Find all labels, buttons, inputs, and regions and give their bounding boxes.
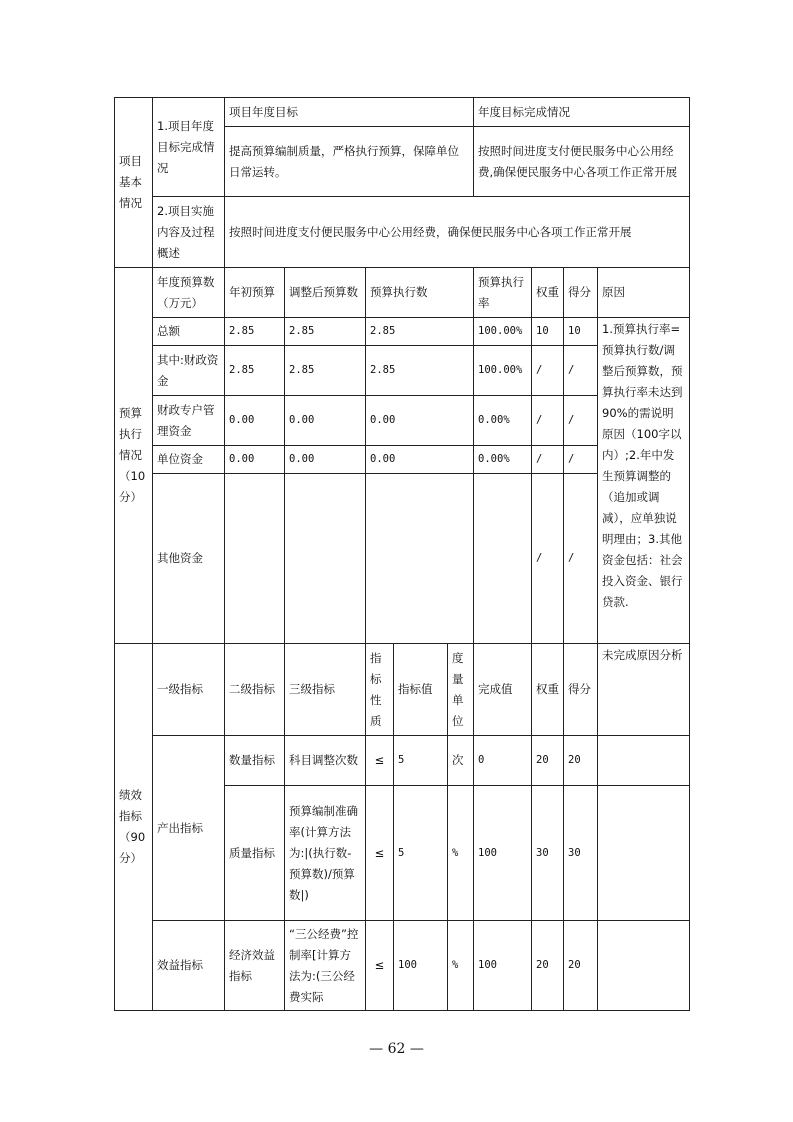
perf-cell: 20 <box>564 921 598 1011</box>
budget-header: 年初预算 <box>225 268 285 318</box>
budget-header: 年度预算数（万元） <box>153 268 225 318</box>
budget-cell: / <box>532 446 564 474</box>
perf-cell: 100 <box>474 786 532 921</box>
budget-reason: 1.预算执行率=预算执行数/调整后预算数，预算执行率未达到90%的需说明原因（100字以内）;2.年中发生预算调整的（追加或调减），应单独说明理由；3.其他资金包括：社会投入资金、银行贷款. <box>598 318 690 644</box>
perf-cell: 预算编制准确率(计算方法为:|(执行数-预算数)/预算数|) <box>285 786 366 921</box>
perf-cell: 5 <box>394 736 448 786</box>
budget-cell: 2.85 <box>366 346 474 396</box>
budget-cell: 0.00% <box>474 396 532 446</box>
perf-header: 完成值 <box>474 644 532 736</box>
budget-cell: 0.00 <box>225 396 285 446</box>
budget-cell: 总额 <box>153 318 225 346</box>
budget-cell: 2.85 <box>366 318 474 346</box>
budget-cell: 0.00 <box>225 446 285 474</box>
perf-header: 得分 <box>564 644 598 736</box>
basic-section-label: 项目基本情况 <box>115 98 153 268</box>
budget-cell: / <box>532 346 564 396</box>
content-text: 按照时间进度支付便民服务中心公用经费，确保便民服务中心各项工作正常开展 <box>225 197 690 268</box>
budget-cell <box>474 474 532 644</box>
perf-cell: 质量指标 <box>225 786 285 921</box>
completion-text: 按照时间进度支付便民服务中心公用经费,确保便民服务中心各项工作正常开展 <box>474 127 690 197</box>
performance-section-label: 绩效指标（90分） <box>115 644 153 1011</box>
budget-cell: 财政专户管理资金 <box>153 396 225 446</box>
perf-header: 权重 <box>532 644 564 736</box>
perf-header: 指标值 <box>394 644 448 736</box>
budget-cell: / <box>564 474 598 644</box>
perf-cell: 次 <box>448 736 474 786</box>
level1-output: 产出指标 <box>153 736 225 921</box>
budget-cell: / <box>564 396 598 446</box>
perf-cell: % <box>448 921 474 1011</box>
budget-cell: / <box>564 446 598 474</box>
completion-header: 年度目标完成情况 <box>474 98 690 127</box>
budget-cell: 10 <box>532 318 564 346</box>
perf-cell <box>598 786 690 921</box>
perf-cell <box>598 921 690 1011</box>
perf-cell: 经济效益指标 <box>225 921 285 1011</box>
perf-cell: 数量指标 <box>225 736 285 786</box>
perf-cell <box>598 736 690 786</box>
budget-cell: 2.85 <box>285 318 366 346</box>
budget-cell: 2.85 <box>225 318 285 346</box>
budget-header: 权重 <box>532 268 564 318</box>
budget-cell: 2.85 <box>285 346 366 396</box>
content-label: 2.项目实施内容及过程概述 <box>153 197 225 268</box>
budget-cell: 10 <box>564 318 598 346</box>
perf-header: 三级指标 <box>285 644 366 736</box>
budget-cell: / <box>532 474 564 644</box>
budget-cell: 100.00% <box>474 346 532 396</box>
perf-cell: 100 <box>394 921 448 1011</box>
perf-cell: 100 <box>474 921 532 1011</box>
budget-cell: 其他资金 <box>153 474 225 644</box>
perf-header: 指标性质 <box>366 644 394 736</box>
budget-cell: 0.00 <box>285 396 366 446</box>
perf-cell: 20 <box>532 736 564 786</box>
budget-cell: 100.00% <box>474 318 532 346</box>
budget-section-label: 预算执行情况（10分） <box>115 268 153 644</box>
level1-benefit: 效益指标 <box>153 921 225 1011</box>
perf-header: 二级指标 <box>225 644 285 736</box>
perf-header: 度量单位 <box>448 644 474 736</box>
perf-cell: 20 <box>532 921 564 1011</box>
budget-cell: / <box>564 346 598 396</box>
budget-cell <box>285 474 366 644</box>
budget-cell: 0.00% <box>474 446 532 474</box>
budget-cell <box>366 474 474 644</box>
budget-header: 预算执行率 <box>474 268 532 318</box>
goal-header: 项目年度目标 <box>225 98 474 127</box>
budget-cell: 其中:财政资金 <box>153 346 225 396</box>
budget-cell: / <box>532 396 564 446</box>
budget-cell: 0.00 <box>285 446 366 474</box>
perf-cell: ≤ <box>366 786 394 921</box>
perf-cell: “三公经费”控制率[计算方法为:(三公经费实际 <box>285 921 366 1011</box>
budget-header: 原因 <box>598 268 690 318</box>
budget-cell: 0.00 <box>366 446 474 474</box>
budget-cell: 0.00 <box>366 396 474 446</box>
perf-cell: 30 <box>532 786 564 921</box>
budget-cell <box>225 474 285 644</box>
perf-header: 未完成原因分析 <box>598 644 690 736</box>
perf-header: 一级指标 <box>153 644 225 736</box>
budget-header: 预算执行数 <box>366 268 474 318</box>
perf-cell: % <box>448 786 474 921</box>
perf-cell: ≤ <box>366 736 394 786</box>
goal-text: 提高预算编制质量，严格执行预算，保障单位日常运转。 <box>225 127 474 197</box>
goal-label: 1.项目年度目标完成情况 <box>153 98 225 197</box>
perf-cell: ≤ <box>366 921 394 1011</box>
perf-cell: 20 <box>564 736 598 786</box>
perf-cell: 0 <box>474 736 532 786</box>
perf-cell: 30 <box>564 786 598 921</box>
perf-cell: 5 <box>394 786 448 921</box>
budget-cell: 单位资金 <box>153 446 225 474</box>
budget-cell: 2.85 <box>225 346 285 396</box>
performance-table <box>114 97 690 1011</box>
page-number: — 62 — <box>369 1041 424 1057</box>
budget-header: 调整后预算数 <box>285 268 366 318</box>
budget-header: 得分 <box>564 268 598 318</box>
perf-cell: 科目调整次数 <box>285 736 366 786</box>
